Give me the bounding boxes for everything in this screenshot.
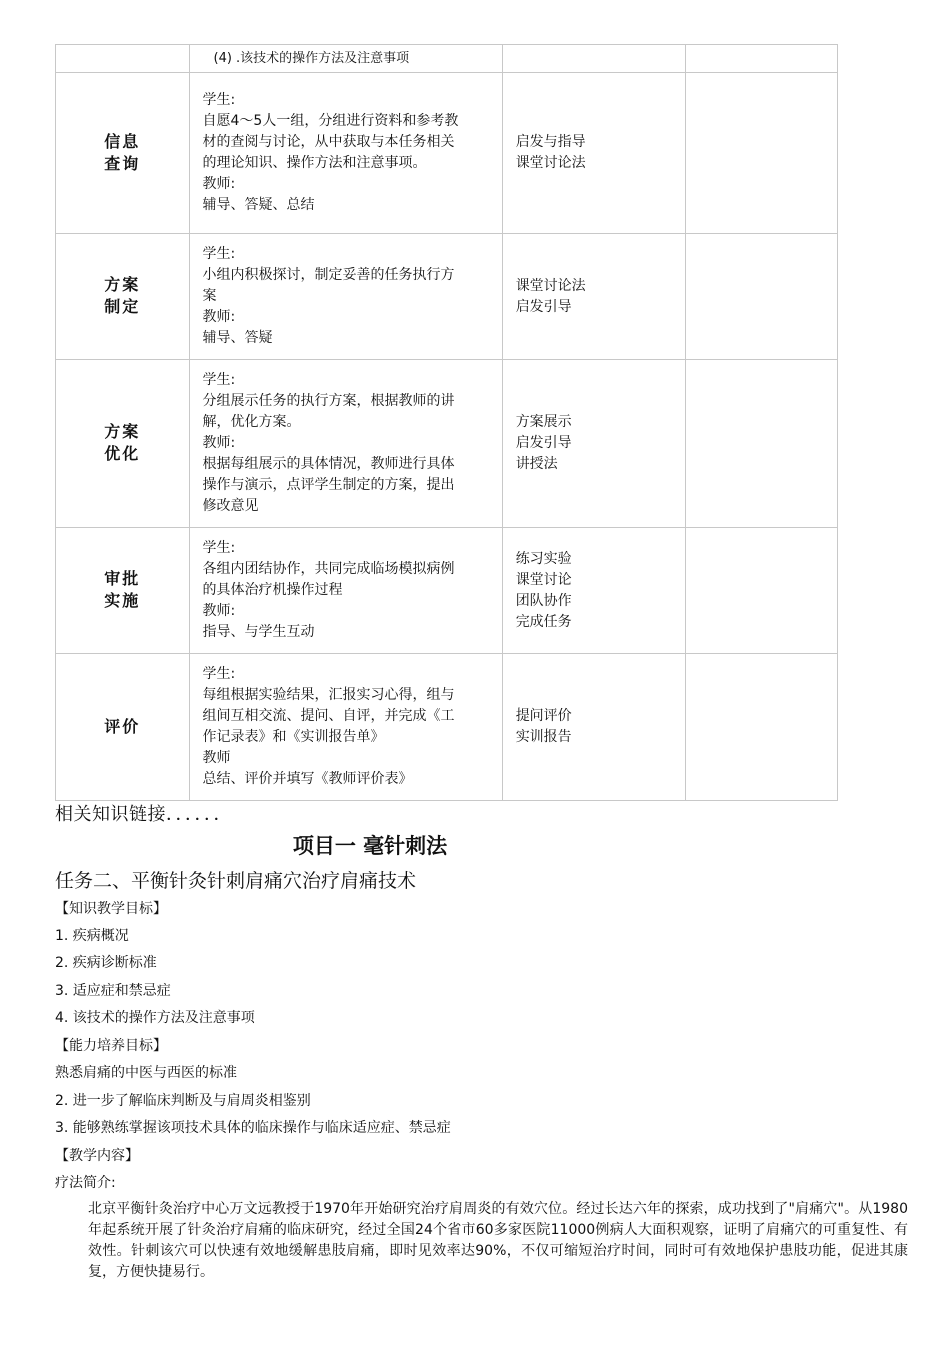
knowledge-goal-item: 1. 疾病概况 [55,928,129,944]
method-line: 启发引导 [515,298,572,315]
content-line: 案 [202,288,217,304]
stage-label: 评价 [104,716,141,736]
stage-label: 实施 [104,591,141,610]
method-line: 完成任务 [515,613,572,630]
content-line: 分组展示任务的执行方案，根据教师的讲 [202,393,455,409]
content-line: 组间互相交流、提问、自评，并完成《工 [202,708,455,724]
stage-cell [56,73,190,234]
method-cell [502,45,686,73]
content-line: 指导、与学生互动 [202,624,315,640]
ability-goal-heading: 【能力培养目标】 [55,1038,167,1054]
note-cell [686,654,838,801]
stage-cell [56,360,190,528]
ability-goal-item: 熟悉肩痛的中医与西医的标准 [55,1065,237,1081]
content-line: 每组根据实验结果，汇报实习心得，组与 [202,687,455,703]
method-line: 练习实验 [515,550,572,567]
content-line: 小组内积极探讨，制定妥善的任务执行方 [202,267,455,283]
content-line: 学生: [202,246,236,262]
content-line: 根据每组展示的具体情况，教师进行具体 [202,456,455,472]
content-line: 作记录表》和《实训报告单》 [202,729,385,745]
method-line: 讲授法 [515,456,558,472]
task-title: 任务二、平衡针灸针刺肩痛穴治疗肩痛技术 [55,870,417,892]
content-cell [189,45,502,73]
lesson-plan-table [55,44,838,801]
stage-cell [56,654,190,801]
content-line: 教师: [202,309,236,325]
note-cell [686,360,838,528]
method-cell [502,360,686,528]
content-cell [189,654,502,801]
related-knowledge-link: 相关知识链接．．．．．． [55,804,232,825]
table-row-plan-optimization [56,360,838,528]
therapy-intro-paragraph: 北京平衡针灸治疗中心万文远教授于1970年开始研究治疗肩周炎的有效穴位。经过长达六年的探索，成功找到了"肩痛穴"。从1980年起系统开展了针灸治疗肩痛的临床研究，经过全国24个省市60多家医院11000例病人大面积观察，证明了肩痛穴的可重复性、有效性。针刺该穴可以快速有效地缓解患肢肩痛，即时见效率达90%，不仅可缩短治疗时间，同时可有效地保护患肢功能，促进其康复，方便快捷易行。 [88,1201,908,1280]
stage-label: 方案 [104,422,141,441]
stage-label: 信息 [104,131,141,151]
knowledge-goal-item: 4. 该技术的操作方法及注意事项 [55,1010,255,1026]
content-cell [189,73,502,234]
content-line: 辅导、答疑 [202,330,273,346]
table-row-info-query [56,73,838,234]
content-line: 教师: [202,435,236,451]
note-cell [686,73,838,234]
knowledge-goal-heading: 【知识教学目标】 [55,901,167,917]
content-line: 自愿4～5人一组，分组进行资料和参考教 [202,113,459,129]
method-line: 提问评价 [515,708,572,724]
content-cell [189,528,502,654]
table-row-continuation [56,45,838,73]
method-cell [502,654,686,801]
note-cell [686,234,838,360]
content-line: 解，优化方案。 [202,414,301,430]
content-line: 的具体治疗机操作过程 [202,582,343,598]
table-row-evaluation [56,654,838,801]
stage-cell [56,528,190,654]
content-line: 教师: [202,176,236,192]
content-line: 学生: [202,666,236,682]
method-cell [502,73,686,234]
method-line: 启发引导 [515,435,572,451]
stage-label: 优化 [104,444,141,463]
stage-label: 查询 [104,153,141,173]
content-line: (4) .该技术的操作方法及注意事项 [213,51,410,66]
content-cell [189,234,502,360]
method-line: 启发与指导 [515,134,586,150]
content-line: 材的查阅与讨论，从中获取与本任务相关 [202,134,455,150]
content-line: 操作与演示，点评学生制定的方案，提出 [202,477,455,493]
content-line: 教师: [202,603,236,619]
content-line: 学生: [202,372,236,388]
method-line: 实训报告 [515,729,572,745]
teaching-content-heading: 【教学内容】 [55,1148,139,1164]
table-row-approval-implementation [56,528,838,654]
note-cell [686,45,838,73]
content-cell [189,360,502,528]
table-row-plan-making [56,234,838,360]
content-line: 的理论知识、操作方法和注意事项。 [202,155,427,171]
stage-label: 审批 [104,569,141,588]
method-line: 课堂讨论法 [515,155,586,171]
note-cell [686,528,838,654]
therapy-intro-label: 疗法简介: [55,1175,116,1191]
content-line: 学生: [202,540,236,556]
content-line: 辅导、答疑、总结 [202,197,315,213]
stage-label: 方案 [104,275,141,294]
method-line: 方案展示 [515,414,572,430]
knowledge-goal-item: 2. 疾病诊断标准 [55,955,157,971]
method-cell [502,528,686,654]
content-line: 学生: [202,92,236,108]
method-line: 课堂讨论 [515,571,572,588]
project-title: 项目一 毫针刺法 [292,834,448,858]
content-line: 各组内团结协作，共同完成临场模拟病例 [202,561,455,577]
ability-goal-item: 2. 进一步了解临床判断及与肩周炎相鉴别 [55,1093,311,1109]
stage-cell [56,234,190,360]
content-line: 教师 [202,750,231,766]
method-line: 团队协作 [515,592,572,609]
knowledge-goal-item: 3. 适应症和禁忌症 [55,983,171,999]
method-line: 课堂讨论法 [515,277,586,294]
content-line: 修改意见 [202,498,259,514]
stage-cell [56,45,190,73]
stage-label: 制定 [104,297,141,316]
ability-goal-item: 3. 能够熟练掌握该项技术具体的临床操作与临床适应症、禁忌症 [55,1120,451,1136]
content-line: 总结、评价并填写《教师评价表》 [202,771,413,787]
method-cell [502,234,686,360]
